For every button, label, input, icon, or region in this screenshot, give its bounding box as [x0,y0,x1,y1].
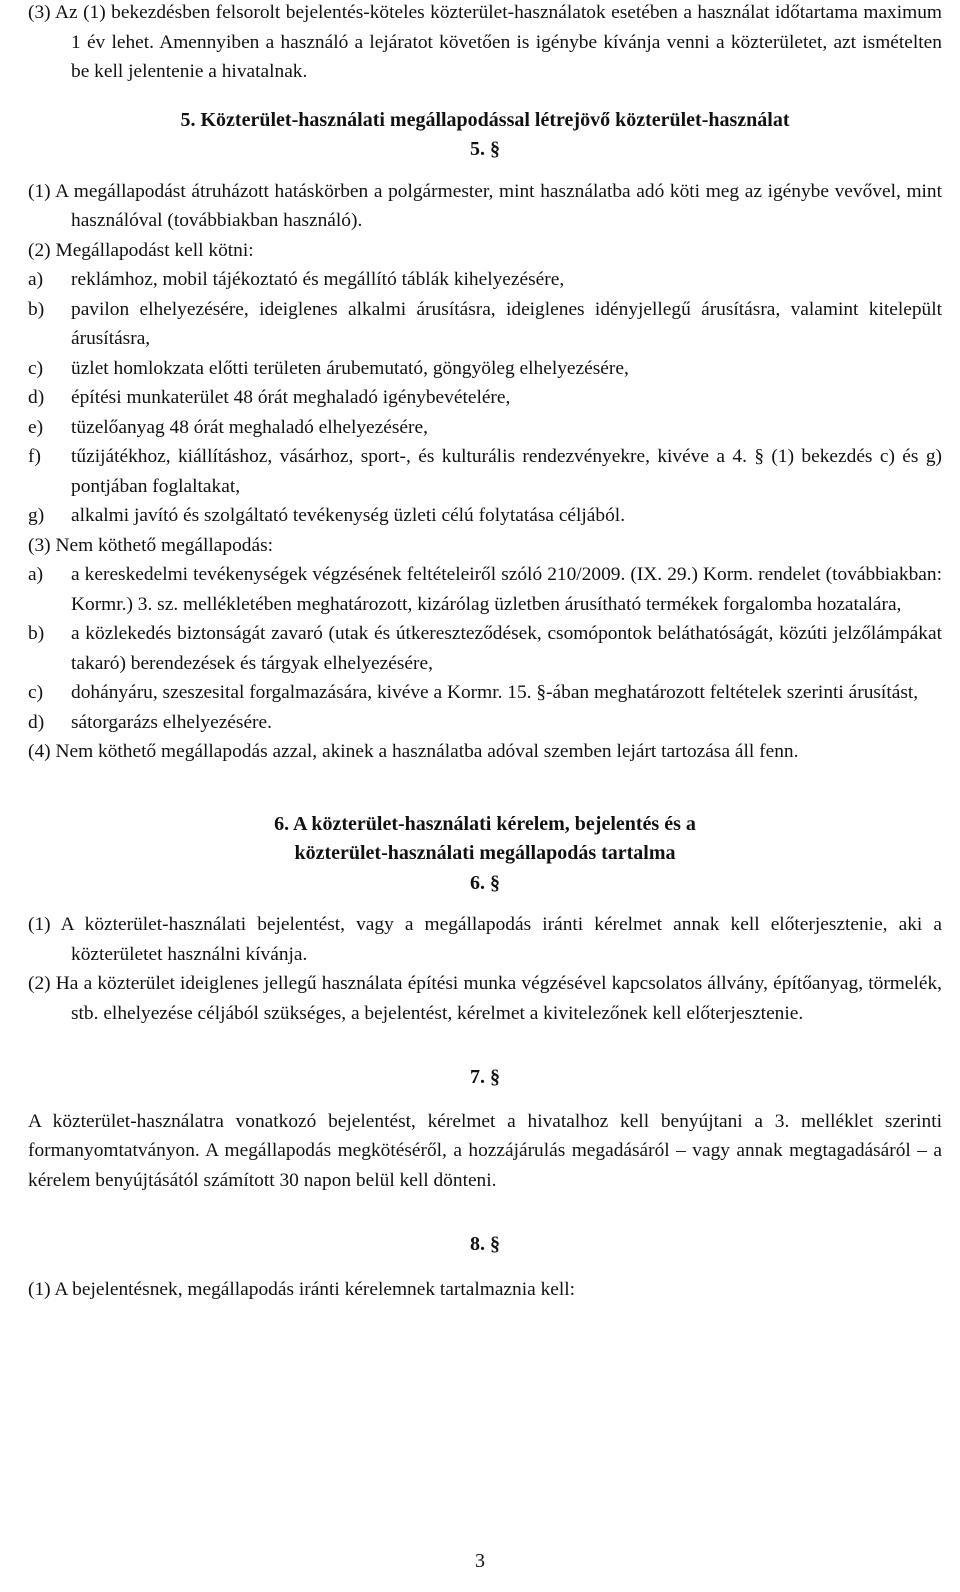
list-item-label: f) [28,446,41,467]
section-6-mark: 6. § [470,871,500,894]
page-number: 3 [475,1550,485,1572]
section-6-heading-line1: 6. A közterület-használati kérelem, bejelentés és a [274,812,696,835]
list-item-label: b) [28,298,45,320]
list-item-text: sátorgarázs elhelyezésére. [71,711,272,733]
list-item-text: tüzelőanyag 48 órát meghaladó elhelyezésére, [71,416,428,438]
list-item-text: építési munkaterület 48 órát meghaladó igénybevételére, [71,387,511,408]
paragraph-6-2: (2) Ha a közterület ideiglenes jellegű használata építési munka végzésével kapcsolatos állvány, építőanyag, törmelék, stb. elhelyezése céljából szükséges, a bejelentést, kérelmet a kivitelezőnek kell előterjesztenie. [28,973,942,1024]
list-item [28,413,942,443]
list-item-label: d) [28,387,45,408]
list-item-text: a közlekedés biztonságát zavaró (utak és útkereszteződések, csomópontok beláthatóságát, közúti jelzőlámpákat takaró) berendezések és tárgyak elhelyezésére, [71,623,942,674]
list-item [28,708,942,738]
list-item-label: b) [28,623,45,644]
document-page [28,0,942,1304]
list-item [28,442,942,501]
list-item-text: üzlet homlokzata előtti területen árubemutató, göngyöleg elhelyezésére, [71,357,629,379]
section-5-heading: 5. Közterület-használati megállapodással létrejövő közterület-használat [180,108,790,131]
list-item [28,295,942,354]
list-item [28,560,942,619]
paragraph-8-1: (1) A bejelentésnek, megállapodás iránti kérelemnek tartalmaznia kell: [28,1278,576,1300]
list-item [28,678,942,708]
list-item-label: e) [28,416,44,438]
list-item-label: a) [28,564,44,585]
list-item-text: pavilon elhelyezésére, ideiglenes alkalmi árusításra, ideiglenes idényjellegű árusításra, valamint kitelepült árusításra, [71,298,942,349]
list-item [28,501,942,531]
paragraph-7: A közterület-használatra vonatkozó bejelentést, kérelmet a hivatalhoz kell benyújtani a 3. melléklet szerinti formanyomtatványon. A megállapodás megkötéséről, a hozzájárulás megadásáról – vagy annak megtagadásáról – a kérelem benyújtásától számított 30 napon belül kell dönteni. [28,1110,942,1191]
list-item-label: g) [28,505,45,526]
list-item [28,354,942,384]
paragraph-5-2-list [28,265,942,531]
list-item-text: tűzijátékhoz, kiállításhoz, vásárhoz, sport-, és kulturális rendezvényekre, kivéve a 4. § (1) bekezdés c) és g) pontjában foglaltakat, [71,446,942,497]
list-item [28,619,942,678]
paragraph-5-4: (4) Nem köthető megállapodás azzal, akinek a használatba adóval szemben lejárt tartozása áll fenn. [28,741,799,762]
list-item-text: reklámhoz, mobil tájékoztató és megállító táblák kihelyezésére, [71,269,565,290]
paragraph-5-1: (1) A megállapodást átruházott hatáskörben a polgármester, mint használatba adó köti meg az igénybe vevővel, mint használóval (továbbiakban használó). [28,180,942,231]
section-8-mark: 8. § [470,1233,500,1255]
paragraph-6-1: (1) A közterület-használati bejelentést, vagy a megállapodás iránti kérelmet annak kell előterjesztenie, aki a közterületet használni kívánja. [28,914,942,965]
list-item-label: a) [28,269,44,290]
list-item-label: c) [28,682,44,703]
list-item-label: c) [28,357,44,379]
list-item-text: a kereskedelmi tevékenységek végzésének feltételeiről szóló 210/2009. (IX. 29.) Korm. rendelet (továbbiakban: Kormr.) 3. sz. mellékletében meghatározott, kizárólag üzletben árusítható termékek forgalomba hozatalára, [71,564,942,615]
list-item-text: dohányáru, szeszesital forgalmazására, kivéve a Kormr. 15. §-ában meghatározott feltételek szerinti árusítást, [71,682,919,703]
section-6-heading-line2: közterület-használati megállapodás tartalma [294,842,676,864]
list-item [28,383,942,413]
list-item [28,265,942,295]
paragraph-5-3-intro: (3) Nem köthető megállapodás: [28,534,274,556]
paragraph-4-3: (3) Az (1) bekezdésben felsorolt bejelentés-köteles közterület-használatok esetében a használat időtartama maximum 1 év lehet. Amennyiben a használó a lejáratot követően is igénybe kívánja venni a közterületet, azt ismételten be kell jelentenie a hivatalnak. [28,2,942,82]
section-7-mark: 7. § [470,1066,500,1088]
paragraph-5-3-list [28,560,942,737]
section-5-mark: 5. § [470,138,500,160]
list-item-text: alkalmi javító és szolgáltató tevékenység üzleti célú folytatása céljából. [71,505,626,526]
paragraph-5-2-intro: (2) Megállapodást kell kötni: [28,239,254,261]
list-item-label: d) [28,711,45,733]
